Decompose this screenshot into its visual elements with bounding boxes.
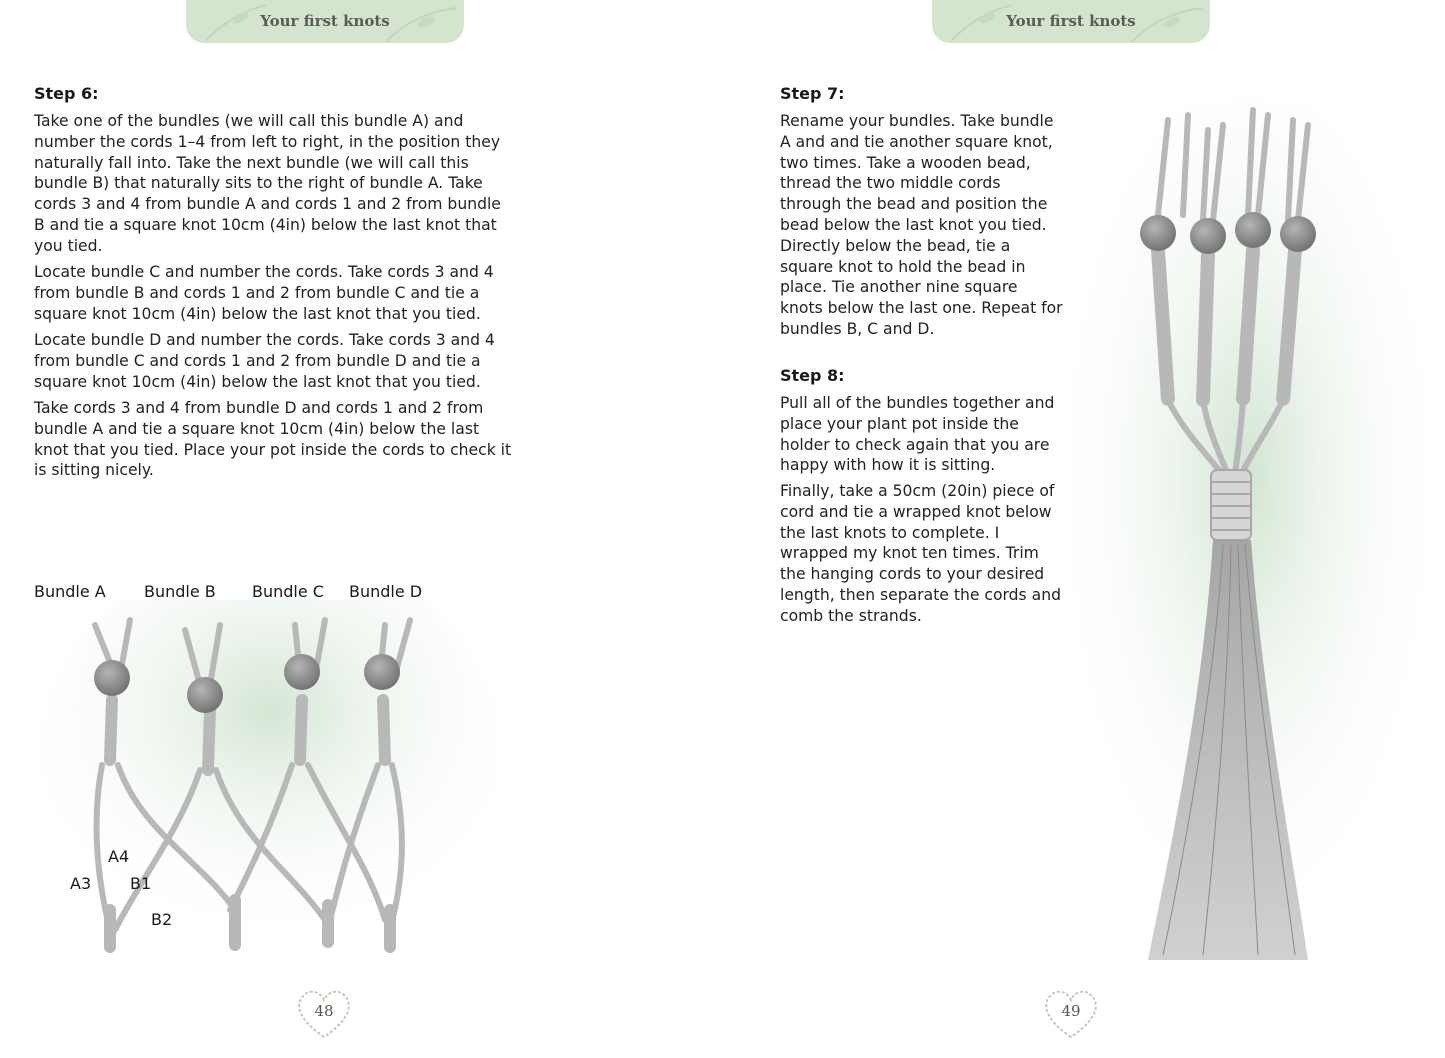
bead-icon bbox=[1190, 218, 1226, 254]
bead-d-icon bbox=[364, 654, 400, 690]
bead-icon bbox=[1280, 216, 1316, 252]
chapter-title: Your first knots bbox=[260, 12, 390, 30]
chapter-tab-right bbox=[932, 0, 1210, 43]
bead-icon bbox=[1140, 215, 1176, 251]
step-8-title: Step 8: bbox=[780, 366, 845, 385]
label-bundle-a: Bundle A bbox=[34, 582, 106, 601]
label-cord-b1: B1 bbox=[130, 874, 152, 893]
label-cord-a4: A4 bbox=[108, 847, 130, 866]
bead-b-icon bbox=[187, 677, 223, 713]
step-8-paragraph-1: Pull all of the bundles together and place your plant pot inside the holder to check again that you are happy with how it is sitting. bbox=[780, 394, 1055, 475]
label-bundle-b: Bundle B bbox=[144, 582, 216, 601]
page-number-49 bbox=[1041, 985, 1101, 1041]
step-6-paragraph-1: Take one of the bundles (we will call this bundle A) and number the cords 1–4 from left to right, in the position they naturally fall into. Take the next bundle (we will call this bundle B) that naturally sits to the right of bundle A. Take cords 3 and 4 from bundle A and cords 1 and 2 from bundle B and tie a square knot 10cm (4in) below the last knot that you tied. bbox=[34, 112, 501, 255]
bead-a-icon bbox=[94, 660, 130, 696]
step-6-title: Step 6: bbox=[34, 84, 99, 103]
page-number-text: 48 bbox=[314, 1002, 334, 1020]
page-number-48 bbox=[294, 985, 354, 1041]
step-6-paragraph-3: Locate bundle D and number the cords. Take cords 3 and 4 from bundle C and cords 1 and 2 from bundle D and tie a square knot 10cm (4in) below the last knot that you tied. bbox=[34, 331, 495, 391]
label-bundle-d: Bundle D bbox=[349, 582, 423, 601]
step-8-paragraph-2: Finally, take a 50cm (20in) piece of cord and tie a wrapped knot below the last knots to complete. I wrapped my knot ten times. Trim the hanging cords to your desired length, then separate the cords and comb the strands. bbox=[780, 482, 1061, 625]
bead-icon bbox=[1235, 212, 1271, 248]
step-6-paragraph-2: Locate bundle C and number the cords. Take cords 3 and 4 from bundle B and cords 1 and 2 from bundle C and tie a square knot 10cm (4in) below the last knot that you tied. bbox=[34, 263, 494, 323]
left-page bbox=[0, 0, 722, 1058]
page-number-text: 49 bbox=[1061, 1002, 1081, 1020]
plant-hanger-illustration bbox=[1063, 100, 1433, 980]
step-6-paragraph-4: Take cords 3 and 4 from bundle D and cords 1 and 2 from bundle A and tie a square knot 10cm (4in) below the last knot that you tied. Place your pot inside the cords to check it is sitting nicely. bbox=[34, 399, 512, 480]
step-7-paragraph: Rename your bundles. Take bundle A and and tie another square knot, two times. Take a wooden bead, thread the two middle cords through the bead and position the bead below the last knot you tied. Directly below the bead, tie a square knot to hold the bead in place. Tie another nine square knots below the last one. Repeat for bundles B, C and D. bbox=[780, 112, 1063, 338]
chapter-title: Your first knots bbox=[1006, 12, 1136, 30]
label-cord-a3: A3 bbox=[70, 874, 92, 893]
chapter-tab-left bbox=[186, 0, 464, 43]
bead-c-icon bbox=[284, 654, 320, 690]
right-page bbox=[723, 0, 1445, 1058]
step-7-title: Step 7: bbox=[780, 84, 845, 103]
bundles-illustration bbox=[40, 600, 520, 980]
label-cord-b2: B2 bbox=[151, 910, 173, 929]
label-bundle-c: Bundle C bbox=[252, 582, 324, 601]
